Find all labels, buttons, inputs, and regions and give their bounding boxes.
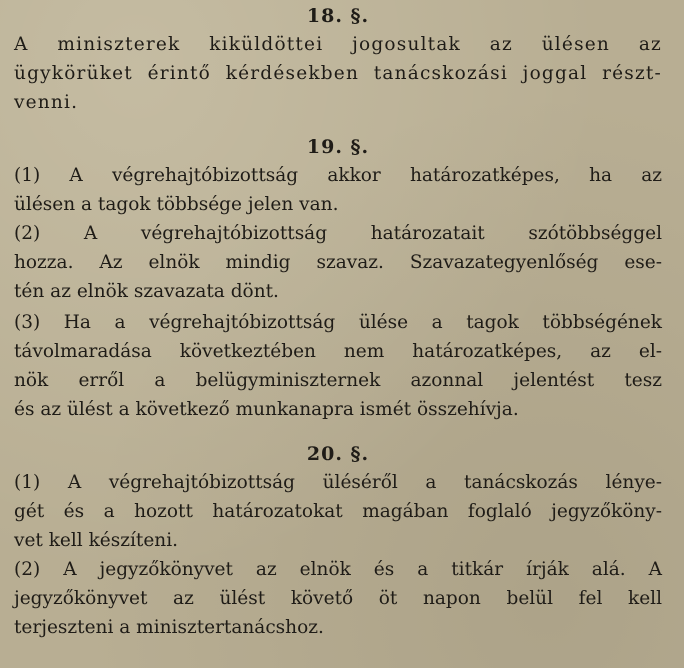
text-line: ülésen a tagok többsége jelen van. (14, 194, 339, 215)
text-line: gét és a hozott határozatokat magában foglaló jegyzőköny- (14, 501, 662, 522)
text-line: vet kell készíteni. (14, 530, 178, 551)
section-heading-20: 20. §. (306, 443, 370, 465)
paragraph-19-3 (14, 308, 662, 424)
text-line: tén az elnök szavazata dönt. (14, 281, 279, 302)
paragraph-20-2 (14, 555, 662, 642)
text-line: (3) Ha a végrehajtóbizottság ülése a tagok többségének (14, 312, 662, 333)
section-heading-19: 19. §. (306, 136, 370, 158)
paragraph-19-2 (14, 219, 662, 306)
text-line: és az ülést a következő munkanapra ismét összehívja. (14, 399, 519, 420)
paragraph-19-1 (14, 161, 662, 219)
text-line: ügykörüket érintő kérdésekben tanácskozási joggal részt- (14, 63, 662, 84)
text-line: távolmaradása következtében nem határozatképes, az el- (14, 341, 662, 362)
paragraph-20-1 (14, 468, 662, 555)
text-line: venni. (14, 92, 79, 113)
text-line: jegyzőkönyvet az ülést követő öt napon belül fel kell (14, 588, 662, 609)
text-line: nök erről a belügyminiszternek azonnal jelentést tesz (14, 370, 662, 391)
text-line: (1) A végrehajtóbizottság akkor határozatképes, ha az (14, 165, 662, 186)
paragraph-18 (14, 30, 662, 117)
text-line: terjeszteni a minisztertanácshoz. (14, 617, 324, 638)
text-line: A miniszterek kiküldöttei jogosultak az ülésen az (14, 34, 662, 55)
text-line: (2) A jegyzőkönyvet az elnök és a titkár írják alá. A (14, 559, 662, 580)
section-heading-18: 18. §. (306, 5, 370, 27)
text-line: (2) A végrehajtóbizottság határozatait szótöbbséggel (14, 223, 662, 244)
text-line: hozza. Az elnök mindig szavaz. Szavazategyenlőség ese- (14, 252, 662, 273)
text-line: (1) A végrehajtóbizottság üléséről a tanácskozás lénye- (14, 472, 662, 493)
